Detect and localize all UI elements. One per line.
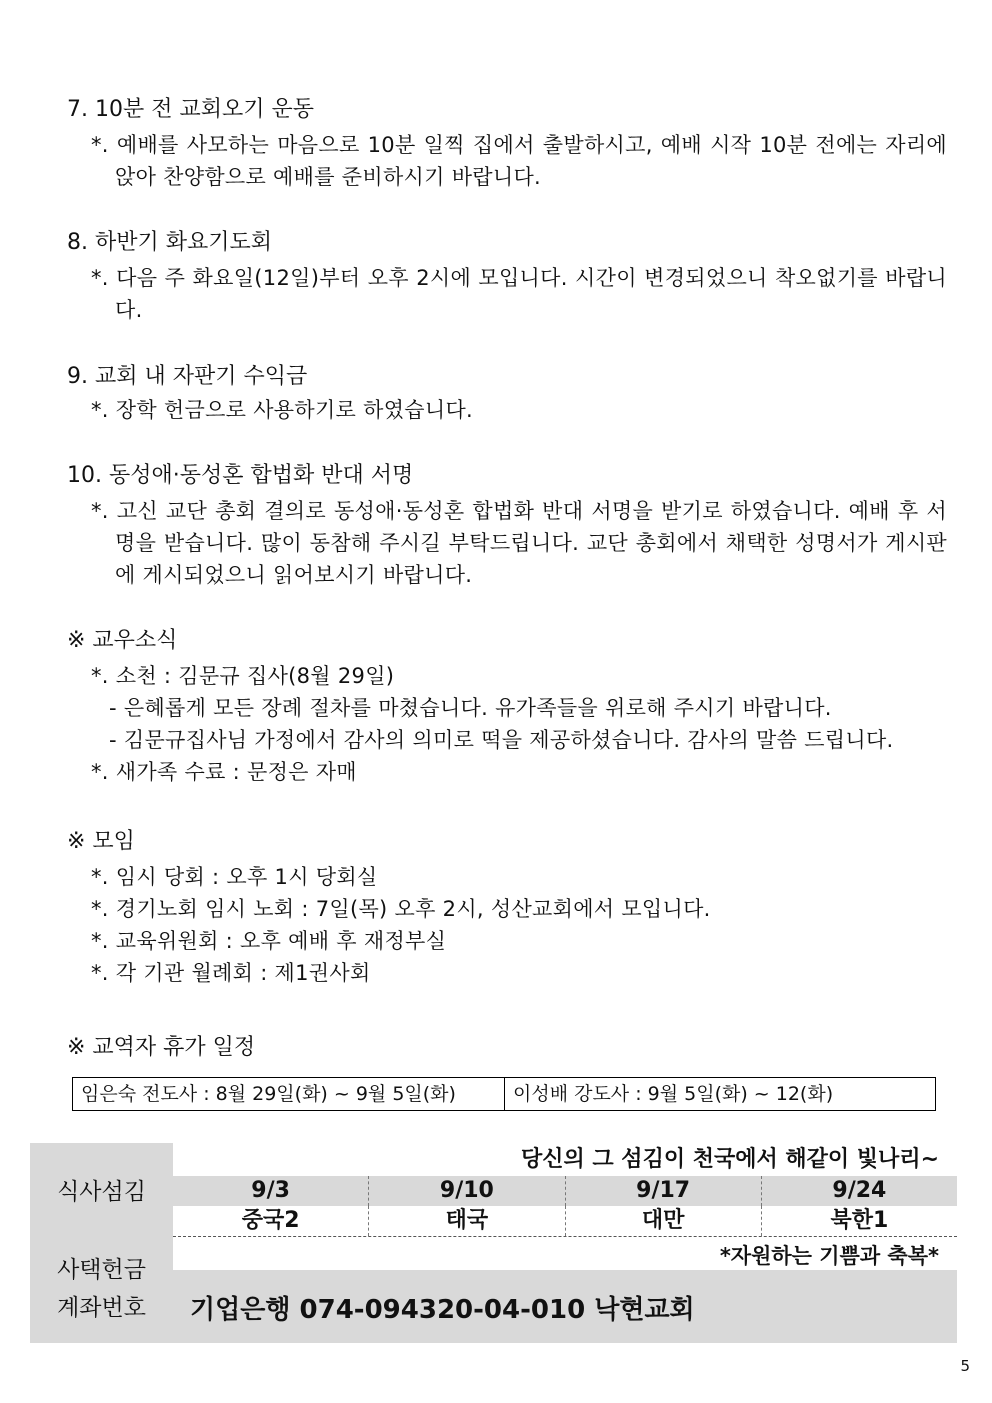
serving-dates-row <box>173 1176 957 1206</box>
account-label: 계좌번호 <box>57 1295 146 1321</box>
meeting-item: *. 임시 당회 : 오후 1시 당회실 <box>91 865 378 889</box>
vacation-table <box>72 1077 936 1111</box>
serving-schedule <box>173 1143 957 1270</box>
notice-8 <box>67 228 947 326</box>
bank-account: 기업은행 074-094320-04-010 낙현교회 <box>190 1295 695 1325</box>
offering-label: 사택헌금 <box>57 1257 146 1283</box>
notice-title: 9. 교회 내 자판기 수익금 <box>67 364 308 389</box>
serving-date: 9/3 <box>251 1178 290 1203</box>
notice-title: 8. 하반기 화요기도회 <box>67 230 272 255</box>
serving-group: 대만 <box>565 1206 761 1236</box>
notice-9 <box>67 362 947 426</box>
meeting-item: *. 각 기관 월례회 : 제1권사회 <box>91 961 371 985</box>
notice-10 <box>67 461 947 591</box>
notice-title: 10. 동성애·동성혼 합법화 반대 서명 <box>67 463 414 488</box>
serving-slogan: 당신의 그 섬김이 천국에서 해같이 빛나리~ <box>520 1147 939 1172</box>
notice-7 <box>67 95 947 193</box>
vacation-entry: 이성배 강도사 : 9월 5일(화) ~ 12(화) <box>513 1083 834 1105</box>
serving-group: 중국2 <box>241 1208 300 1233</box>
page-number: 5 <box>960 1357 970 1375</box>
members-news-title: ※ 교우소식 <box>67 628 178 653</box>
meeting-item: *. 경기노회 임시 노회 : 7일(목) 오후 2시, 성산교회에서 모입니다. <box>91 897 711 921</box>
notice-title: 7. 10분 전 교회오기 운동 <box>67 97 314 122</box>
serving-groups-row <box>173 1206 957 1237</box>
vacation-entry: 임은숙 전도사 : 8월 29일(화) ~ 9월 5일(화) <box>73 1078 505 1110</box>
meetings-title: ※ 모임 <box>67 829 135 854</box>
meeting-item: *. 교육위원회 : 오후 예배 후 재정부실 <box>91 929 447 953</box>
offering-note: *자원하는 기쁨과 축복* <box>719 1244 939 1268</box>
serving-date: 9/10 <box>368 1176 564 1206</box>
notice-item: *. 다음 주 화요일(12일)부터 오후 2시에 모입니다. 시간이 변경되었으니 착오없기를 바랍니다. <box>91 266 947 322</box>
serving-date: 9/24 <box>761 1176 957 1206</box>
members-news <box>67 626 947 788</box>
news-item-newcomer: *. 새가족 수료 : 문정은 자매 <box>91 760 357 784</box>
notice-item: *. 고신 교단 총회 결의로 동성애·동성혼 합법화 반대 서명을 받기로 하였습니다. 예배 후 서명을 받습니다. 많이 동참해 주시길 부탁드립니다. 교단 총회에서 채택한 성명서가 게시판에 게시되었으니 읽어보시기 바랍니다. <box>91 499 947 587</box>
news-sub-item: - 김문규집사님 가정에서 감사의 의미로 떡을 제공하셨습니다. 감사의 말씀 드립니다. <box>109 728 894 752</box>
serving-label: 식사섬김 <box>57 1179 146 1205</box>
news-sub-item: - 은혜롭게 모든 장례 절차를 마쳤습니다. 유가족들을 위로해 주시기 바랍니다. <box>109 696 832 720</box>
news-item-funeral: *. 소천 : 김문규 집사(8월 29일) <box>91 664 395 688</box>
meetings <box>67 827 947 989</box>
notice-item: *. 예배를 사모하는 마음으로 10분 일찍 집에서 출발하시고, 예배 시작 10분 전에는 자리에 앉아 찬양함으로 예배를 준비하시기 바랍니다. <box>91 133 947 189</box>
notice-item: *. 장학 헌금으로 사용하기로 하였습니다. <box>91 398 474 422</box>
vacation-title: ※ 교역자 휴가 일정 <box>67 1035 256 1060</box>
serving-group: 태국 <box>368 1206 564 1236</box>
vacation <box>67 1033 947 1063</box>
serving-box <box>30 1143 957 1343</box>
serving-group: 북한1 <box>761 1206 957 1236</box>
serving-date: 9/17 <box>565 1176 761 1206</box>
